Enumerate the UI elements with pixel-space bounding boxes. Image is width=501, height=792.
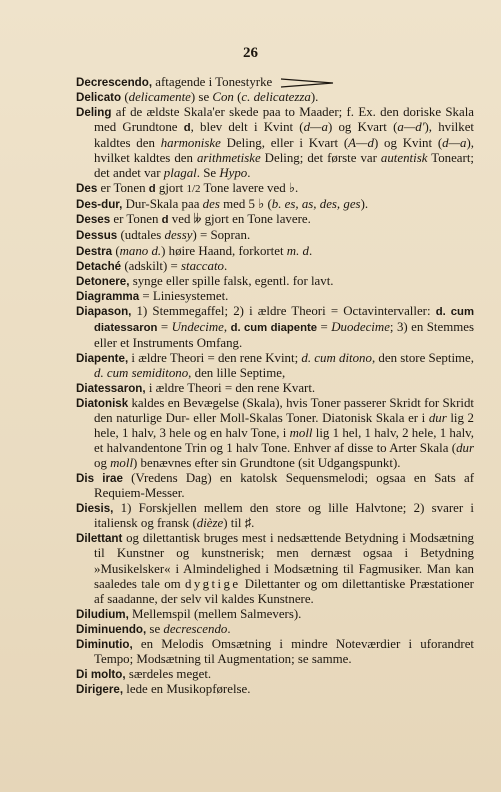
entry-text: , blev delt i Kvint (: [190, 120, 304, 135]
entry-text: kaldes en Bevægelse (Skala), hvis Toner passerer Skridt for Skridt den naturlige Dur- eller Moll-Skalas Toner. Diatonisk Skala er i: [94, 395, 474, 426]
entry-text: aftagende i Tonestyrke: [152, 75, 276, 89]
entry-deses: [76, 212, 474, 228]
entry-text: gjort: [155, 181, 187, 196]
entry-headword: Dirigere,: [76, 682, 124, 696]
entry-text: ) benævnes efter sin Grundtone (sit Udgangspunkt).: [133, 456, 401, 471]
entry-text: a—d': [397, 120, 425, 135]
entry-text: , den lille Septime,: [188, 365, 286, 380]
entry-text: ) høire Haand, forkortet: [161, 243, 287, 258]
entry-text: ) til ♯.: [223, 516, 255, 531]
entry-text: d: [148, 183, 156, 196]
entry-text: ) og Kvint (: [373, 136, 443, 151]
page-number: 26: [243, 45, 258, 61]
entry-text: dièze: [196, 516, 224, 531]
entry-diludium: [76, 607, 474, 622]
entry-headword: Decrescendo,: [76, 76, 153, 89]
entry-text: (udtales: [117, 228, 165, 243]
entry-text: d. cum diapente: [230, 321, 318, 334]
entry-headword: Dilettant: [76, 532, 123, 546]
entry-text: særdeles meget.: [125, 666, 212, 681]
entry-text: b. es, as, des, ges: [271, 197, 361, 212]
entry-text: 1) Stemmegaffel; 2) i ældre Theori = Octavintervaller:: [131, 303, 436, 318]
entry-headword: Detonere,: [76, 274, 130, 288]
entry-headword: Diatessaron,: [76, 381, 146, 395]
entry-detache: [76, 259, 474, 274]
entry-dirigere: [76, 682, 474, 697]
entry-text: .: [309, 243, 313, 258]
entry-text: i ældre Theori = den rene Kvint;: [128, 350, 302, 365]
entry-text: .: [247, 166, 251, 181]
entry-text: m. d: [286, 243, 309, 258]
entry-text: .: [227, 621, 231, 636]
entry-headword: Diminuendo,: [76, 622, 147, 636]
entry-text: staccato: [181, 258, 224, 273]
entry-text: ved 𝄫 gjort en Tone lavere.: [168, 212, 311, 227]
entry-text: des: [202, 197, 220, 212]
entry-text: ; 3) en Stemmes eller et Instruments Omfang.: [94, 319, 475, 350]
entry-text: Mellemspil (mellem Salmevers).: [128, 606, 302, 621]
entry-text: dessy: [164, 228, 193, 243]
entry-delicato: [76, 90, 474, 105]
entry-text: se: [146, 621, 164, 636]
entry-text: ), hvilket kaldtes den: [94, 120, 474, 151]
entry-diatonisk: [76, 396, 474, 471]
entry-headword: Diapente,: [76, 351, 129, 365]
entry-headword: Diludium,: [76, 607, 129, 621]
entry-headword: Dis irae: [76, 472, 123, 486]
entry-text: ) se: [190, 90, 213, 105]
entry-headword: Diminutio,: [76, 637, 133, 651]
entry-text: Dur-Skala paa: [122, 197, 203, 212]
entry-text: ).: [310, 90, 319, 105]
entry-text: dur: [456, 441, 474, 456]
entry-headword: Des: [76, 182, 98, 196]
entry-headword: Deses: [76, 213, 111, 227]
entry-destra: [76, 244, 474, 259]
entry-text: Undecime: [171, 319, 224, 334]
entry-headword: Diatonisk: [76, 396, 129, 410]
entry-text: Hypo: [219, 166, 248, 181]
entry-text: Tone lavere ved ♭.: [200, 181, 299, 196]
entry-headword: Delicato: [76, 91, 122, 105]
entry-text: er Tonen: [110, 212, 162, 227]
entry-text: . Se: [196, 166, 220, 181]
entry-text: ) og Kvart (: [327, 120, 398, 135]
entry-diesis: [76, 501, 474, 531]
entry-text: synge eller spille falsk, egentl. for lavt.: [129, 273, 334, 288]
entry-text: decrescendo: [163, 621, 228, 636]
entry-text: d. cum diatessaron: [94, 305, 475, 334]
entry-diminuendo: [76, 622, 474, 637]
entry-text: moll: [289, 426, 313, 441]
entry-text: Duodecime: [331, 319, 390, 334]
entry-deling: [76, 105, 474, 181]
entry-text: (Vredens Dag) en katolsk Sequensmelodi; ogsaa en Sats af Requiem-Messer.: [94, 471, 474, 501]
entry-text: , den store Septime,: [371, 350, 475, 365]
entry-headword: Destra: [76, 244, 113, 258]
entry-des: [76, 181, 474, 197]
entry-diatessaron: [76, 381, 474, 396]
entry-text: plagal: [163, 166, 197, 181]
entry-text: d. cum semiditono: [94, 365, 189, 380]
dictionary-entries: [76, 75, 474, 697]
entry-text: lig 1 hel, 1 halv, 2 hele, 1 halv, et halvandentone Trin og 1 halv Tone. Enhver af disse to Arter Skala (: [94, 426, 474, 456]
entry-text: Toneart; det andet var: [94, 151, 474, 181]
entry-diapente: [76, 351, 474, 381]
entry-headword: Dessus: [76, 229, 118, 243]
entry-text: ), hvilket kaldtes den: [94, 136, 474, 166]
entry-text: (: [112, 243, 120, 258]
entry-text: c. delicatezza: [241, 90, 311, 105]
entry-text: autentisk: [380, 151, 428, 166]
entry-detonere: [76, 274, 474, 289]
entry-headword: Des-dur,: [76, 198, 123, 212]
entry-text: (: [233, 90, 242, 105]
entry-text: d. cum ditono: [301, 350, 372, 365]
entry-diminutio: [76, 637, 474, 667]
entry-text: ,: [223, 319, 231, 334]
entry-headword: Di molto,: [76, 667, 126, 681]
entry-text: delicamente: [128, 90, 191, 105]
entry-text: .: [223, 258, 228, 273]
entry-text: (adskilt) =: [121, 258, 182, 273]
entry-text: d: [183, 122, 191, 135]
entry-text: d: [161, 214, 169, 227]
entry-text: ) = Sopran.: [192, 228, 251, 243]
entry-text: er Tonen: [97, 181, 149, 196]
entry-text: af de ældste Skala'er skede paa to Maader; f. Ex. den doriske Skala med Grundtone: [94, 105, 474, 135]
entry-text: lede en Musikopførelse.: [123, 681, 251, 696]
entry-text: =: [157, 319, 172, 334]
entry-text: Con: [212, 90, 234, 105]
entry-text: Deling; det første var: [260, 151, 381, 166]
entry-text: Dilettanter og om dilettantiske Præstationer af saadanne, der selv vil kaldes Kunstnere.: [94, 576, 474, 606]
entry-text: =: [317, 319, 332, 334]
entry-text: og dilettantisk bruges mest i nedsættende Betydning i Modsætning til Kunstner og kunstnerisk; men dernæst ogsaa i Betydning »Musikelsker« i Almindelighed i Modsætning til Fagmusiker. Man kan saaledes tale om: [94, 531, 474, 591]
entry-text: = Liniesystemet.: [139, 288, 229, 303]
entry-dilettant: [76, 531, 474, 606]
entry-di-molto: [76, 667, 474, 682]
entry-headword: Diesis,: [76, 502, 114, 516]
entry-text: med 5 ♭ (: [219, 197, 272, 212]
entry-text: i ældre Theori = den rene Kvart.: [145, 380, 316, 395]
entry-text: d—a: [303, 120, 328, 135]
entry-text: 1/2: [186, 183, 201, 196]
entry-text: ).: [360, 197, 369, 212]
entry-text: og: [94, 456, 111, 471]
entry-text: en Melodis Omsætning i mindre Noteværdier i uforandret Tempo; Modsætning til Augmentation; se samme.: [94, 636, 474, 666]
entry-text: (: [121, 90, 129, 105]
entry-decrescendo: [76, 75, 474, 90]
entry-diagramma: [76, 289, 474, 304]
entry-des-dur: [76, 197, 474, 212]
entry-headword: Detaché: [76, 259, 122, 273]
entry-text: moll: [110, 456, 134, 471]
entry-headword: Deling: [76, 106, 112, 120]
entry-headword: Diapason,: [76, 304, 132, 318]
entry-diapason: [76, 304, 474, 351]
entry-text: dur: [428, 411, 447, 426]
entry-text: lig 2 hele, 1 halv, 3 hele og en halv Tone, i: [94, 411, 474, 441]
entry-text: A—d: [348, 136, 374, 151]
entry-text: 1) Forskjellen mellem den store og lille Halvtone; 2) svarer i italiensk og fransk (: [94, 501, 474, 531]
entry-text: Deling, eller i Kvart (: [220, 136, 349, 151]
decrescendo-hairpin-icon: [279, 78, 335, 88]
entry-text: arithmetiske: [196, 151, 261, 166]
entry-headword: Diagramma: [76, 289, 140, 303]
entry-text: harmoniske: [160, 136, 221, 151]
entry-dis-irae: [76, 471, 474, 501]
entry-dessus: [76, 228, 474, 243]
entry-text: dygtige: [184, 576, 241, 591]
entry-text: d—a: [442, 136, 467, 151]
entry-text: mano d.: [119, 243, 162, 258]
